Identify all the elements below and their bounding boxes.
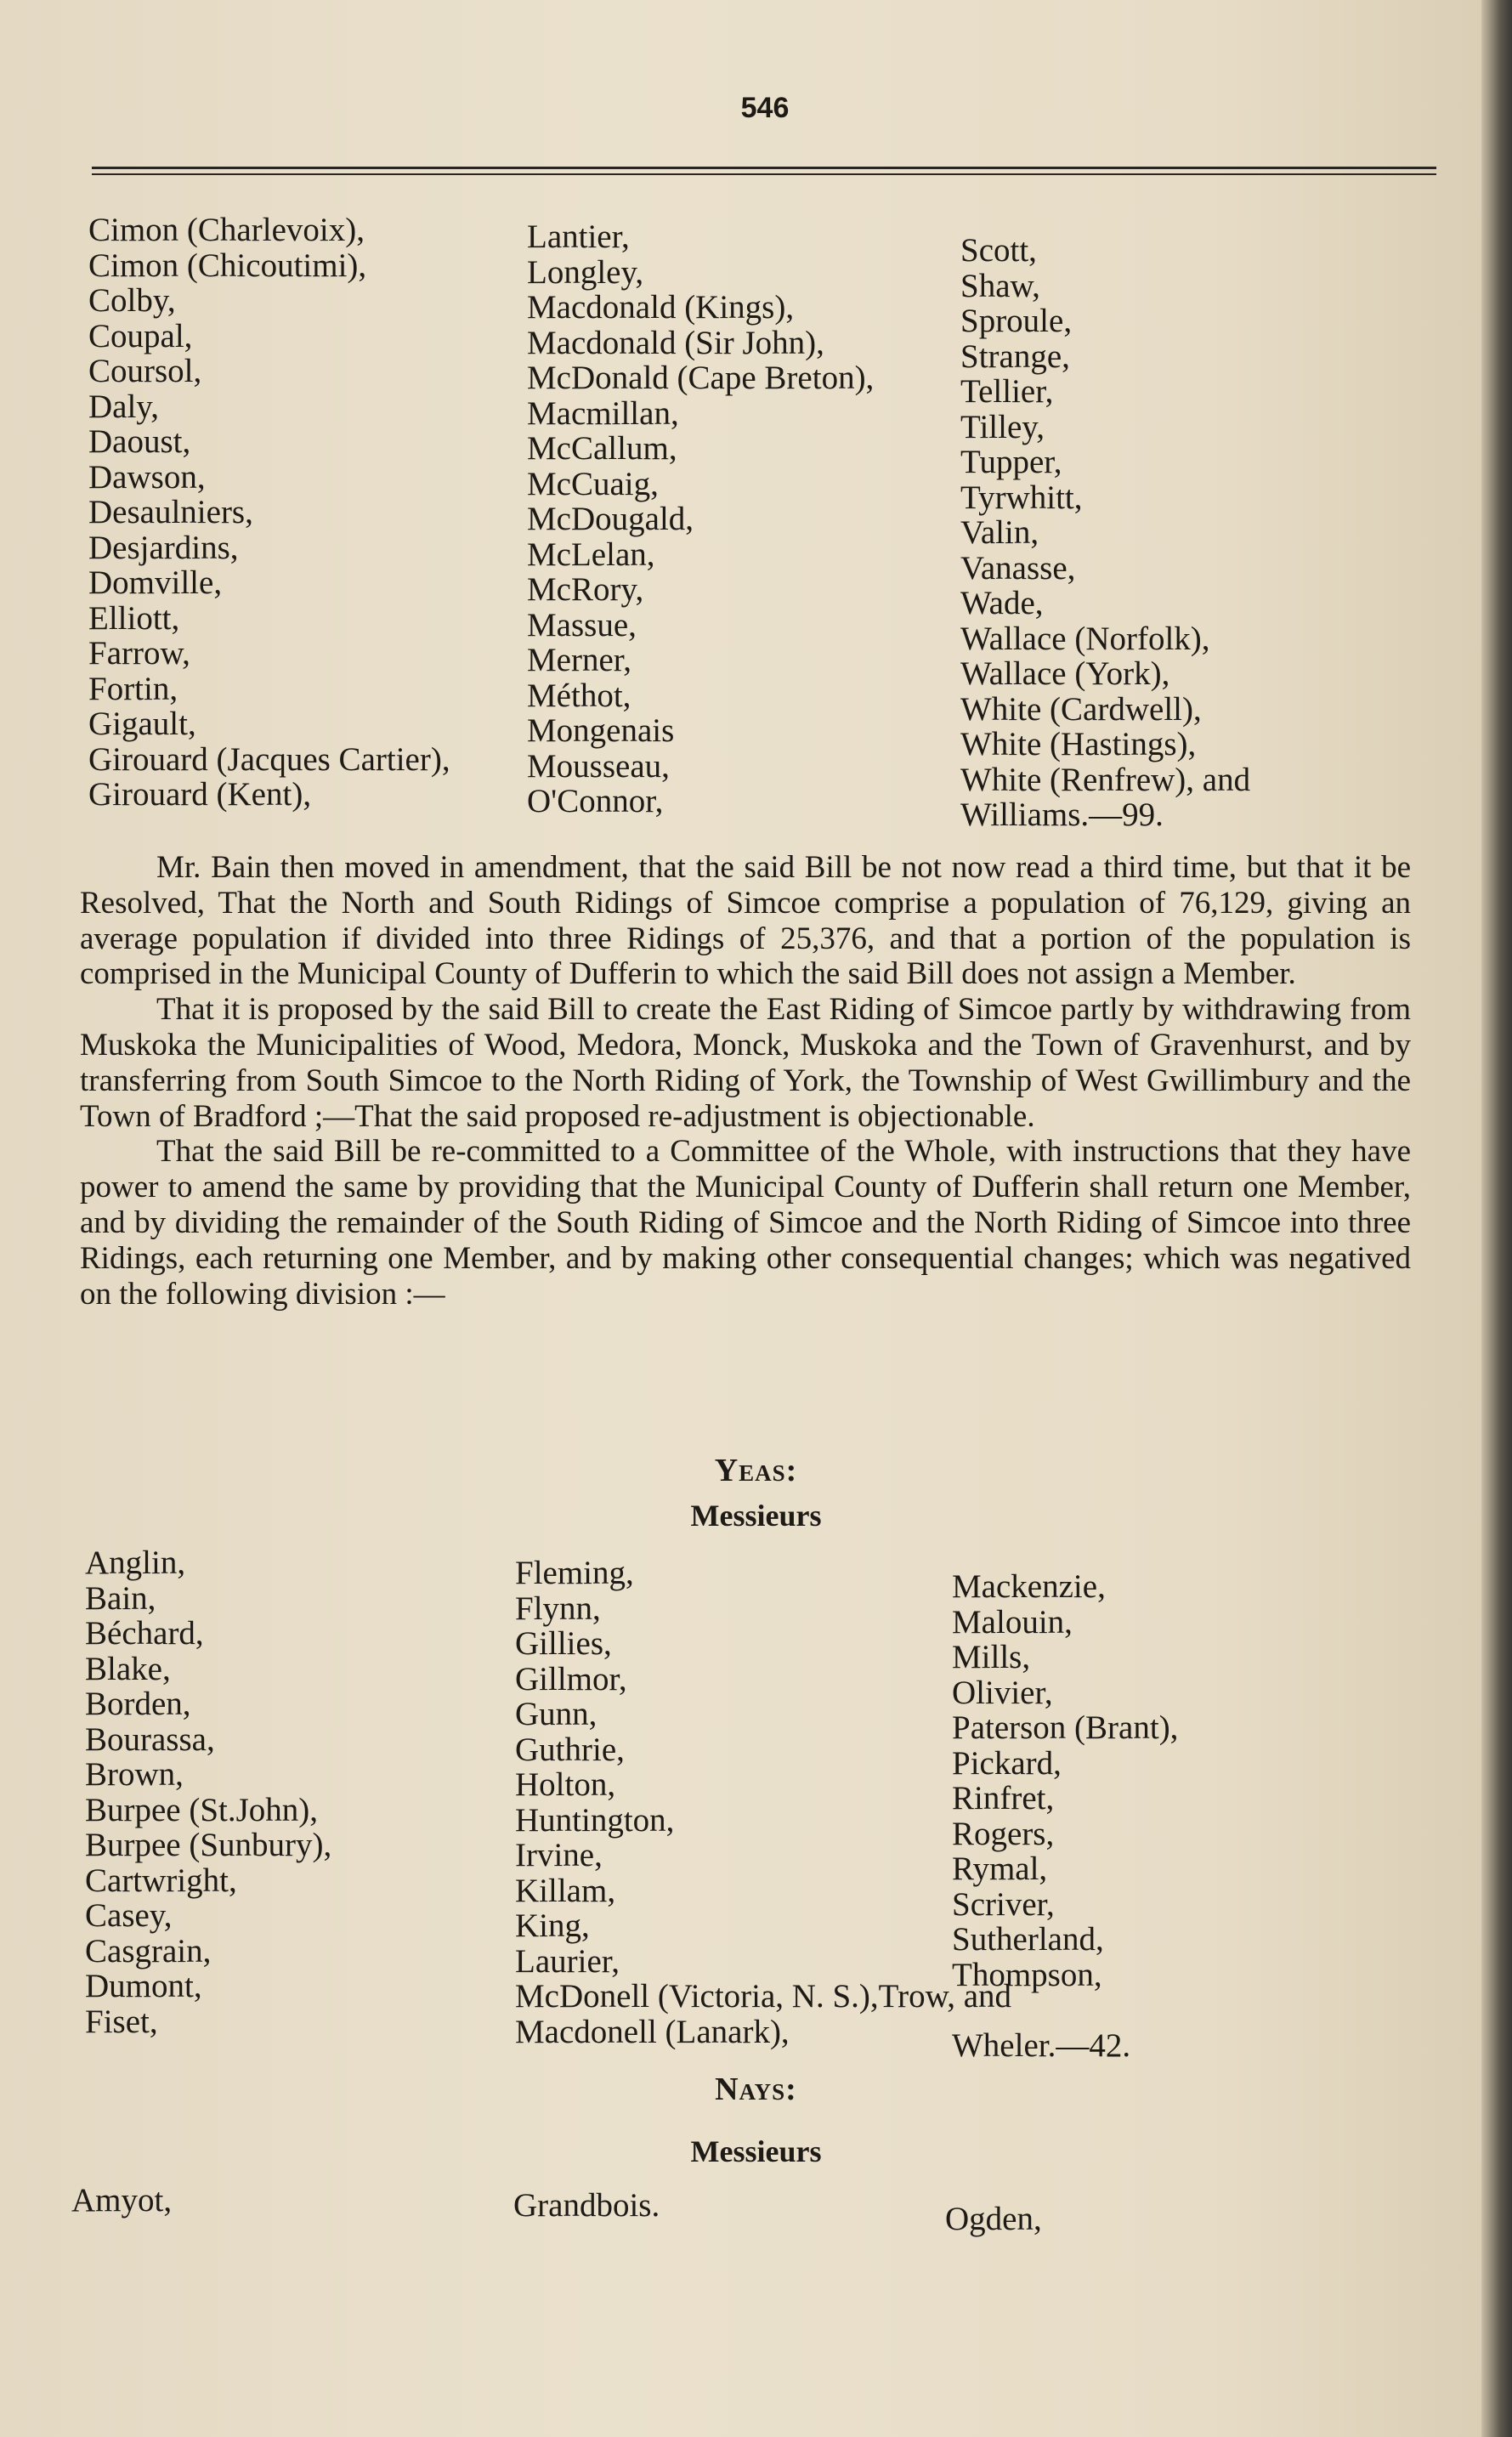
member-name: Tyrwhitt,: [960, 479, 1083, 516]
member-name: Longley,: [527, 253, 644, 291]
top-list-col2: [527, 219, 874, 819]
member-name: Grandbois.: [513, 2187, 660, 2224]
member-name: Desaulniers,: [88, 494, 253, 530]
member-name: Killam,: [515, 1872, 616, 1909]
member-name: Laurier,: [515, 1942, 620, 1980]
member-name: Burpee (St.John),: [85, 1791, 319, 1828]
page-number: 546: [740, 92, 790, 124]
member-name: Lantier,: [527, 218, 630, 255]
member-name: Girouard (Jacques Cartier),: [88, 740, 450, 778]
member-name: Thompson,: [952, 1956, 1102, 1993]
member-name: Casgrain,: [85, 1932, 212, 1969]
member-name: White (Cardwell),: [960, 690, 1202, 728]
member-name: McDonald (Cape Breton),: [527, 360, 875, 396]
member-name: Daly,: [88, 388, 160, 425]
member-name: Macdonell (Lanark),: [515, 2013, 790, 2050]
amendment-text: [80, 850, 1411, 1312]
member-name: Wheler.—42.: [952, 2026, 1131, 2064]
member-name: Domville,: [88, 564, 223, 601]
member-name: Tupper,: [960, 444, 1062, 480]
member-name: Bourassa,: [85, 1720, 215, 1758]
member-name: Coursol,: [88, 353, 202, 389]
member-name: Rymal,: [952, 1850, 1048, 1887]
member-name: Fleming,: [515, 1555, 634, 1591]
member-name: King,: [515, 1907, 590, 1944]
member-name: Blake,: [85, 1650, 171, 1687]
member-name: Fiset,: [85, 2003, 158, 2040]
member-name: Mackenzie,: [952, 1568, 1106, 1605]
member-name: Tellier,: [960, 373, 1054, 410]
member-name: Wallace (York),: [960, 655, 1170, 692]
member-name: Cimon (Charlevoix),: [88, 212, 365, 248]
member-name: Dawson,: [88, 458, 206, 496]
member-name: McLelan,: [527, 536, 655, 573]
member-name: Desjardins,: [88, 529, 239, 566]
member-name: Irvine,: [515, 1837, 603, 1873]
yeas-col1: [85, 1545, 331, 2039]
member-name: Mills,: [952, 1639, 1031, 1675]
member-name: Olivier,: [952, 1674, 1053, 1711]
member-name: McCuaig,: [527, 465, 659, 502]
member-name: McCallum,: [527, 430, 677, 467]
member-name: Mousseau,: [527, 747, 670, 785]
member-name: Daoust,: [88, 423, 191, 460]
member-name: [952, 1992, 1178, 2028]
member-name: Amyot,: [71, 2182, 173, 2219]
member-name: Béchard,: [85, 1615, 204, 1652]
member-name: Flynn,: [515, 1590, 601, 1627]
member-name: Macdonald (Kings),: [527, 289, 795, 326]
member-name: Girouard (Kent),: [88, 776, 312, 813]
member-name: Ogden,: [945, 2201, 1042, 2237]
member-name: Cartwright,: [85, 1862, 237, 1899]
member-name: Rogers,: [952, 1815, 1055, 1852]
member-name: McDonell (Victoria, N. S.),Trow, and: [515, 1978, 1012, 2015]
yeas-col3: [952, 1569, 1178, 2063]
member-name: Merner,: [527, 642, 631, 678]
member-name: Valin,: [960, 514, 1039, 551]
member-name: Borden,: [85, 1686, 191, 1722]
member-name: O'Connor,: [527, 783, 664, 819]
member-name: White (Renfrew), and: [960, 761, 1251, 798]
yeas-heading: Yeas:: [714, 1453, 798, 1488]
header-rule: [92, 167, 1436, 175]
member-name: Tilley,: [960, 408, 1045, 445]
member-name: Vanasse,: [960, 549, 1076, 587]
member-name: Shaw,: [960, 267, 1040, 304]
member-name: Strange,: [960, 337, 1070, 375]
member-name: Méthot,: [527, 677, 631, 714]
member-name: Farrow,: [88, 635, 190, 672]
member-name: Fortin,: [88, 670, 178, 707]
member-name: Rinfret,: [952, 1780, 1055, 1816]
member-name: Coupal,: [88, 317, 193, 354]
member-name: Gillies,: [515, 1625, 612, 1662]
member-name: Pickard,: [952, 1744, 1062, 1782]
member-name: Wallace (Norfolk),: [960, 620, 1210, 657]
member-name: Huntington,: [515, 1801, 675, 1839]
member-name: Brown,: [85, 1756, 184, 1793]
member-name: Gigault,: [88, 706, 196, 742]
member-name: Sutherland,: [952, 1921, 1104, 1958]
member-name: McRory,: [527, 571, 644, 608]
nays-heading: Nays:: [715, 2071, 797, 2107]
paragraph: That the said Bill be re-committed to a Committee of the Whole, with instructions that they have power to amend the same by providing that the Municipal County of Dufferin shall return one Member, and by dividing the remainder of the South Riding of Simcoe and the North Riding of Simcoe into three Ridings, each returning one Member, and by making other consequential changes; which was negatived on the following division :—: [80, 1134, 1411, 1312]
nays-col2: [513, 2188, 660, 2224]
member-name: Colby,: [88, 282, 176, 319]
member-name: Scott,: [960, 232, 1037, 269]
paragraph: Mr. Bain then moved in amendment, that the said Bill be not now read a third time, but that it be Resolved, That the North and South Ridings of Simcoe comprise a population of 76,129, giving an average population if divided into three Ridings of 25,376, and that a portion of the population is comprised in the Municipal County of Dufferin to which the said Bill does not assign a Member.: [80, 850, 1411, 992]
member-name: Malouin,: [952, 1603, 1073, 1641]
member-name: Wade,: [960, 585, 1044, 621]
member-name: Macmillan,: [527, 394, 679, 432]
member-name: Scriver,: [952, 1885, 1055, 1923]
member-name: White (Hastings),: [960, 726, 1197, 762]
member-name: Paterson (Brant),: [952, 1709, 1179, 1746]
member-name: Macdonald (Sir John),: [527, 324, 824, 361]
yeas-col2: [515, 1556, 1011, 2049]
member-name: Elliott,: [88, 599, 180, 637]
nays-col1: [71, 2183, 172, 2219]
member-name: Bain,: [85, 1579, 156, 1617]
member-name: Guthrie,: [515, 1731, 625, 1768]
member-name: Gunn,: [515, 1696, 597, 1732]
nays-subheading: Messieurs: [690, 2134, 822, 2168]
member-name: Holton,: [515, 1766, 616, 1803]
top-list-col3: [960, 233, 1250, 833]
member-name: Mongenais: [527, 712, 675, 749]
member-name: Dumont,: [85, 1968, 202, 2004]
member-name: Cimon (Chicoutimi),: [88, 247, 367, 284]
member-name: Anglin,: [85, 1544, 186, 1581]
nays-col3: [945, 2202, 1042, 2237]
member-name: Massue,: [527, 606, 637, 643]
member-name: Gillmor,: [515, 1660, 627, 1697]
yeas-subheading: Messieurs: [690, 1499, 822, 1533]
member-name: Casey,: [85, 1897, 173, 1934]
member-name: Williams.—99.: [960, 796, 1164, 833]
member-name: Sproule,: [960, 303, 1073, 339]
member-name: Burpee (Sunbury),: [85, 1827, 332, 1863]
top-list-col1: [88, 213, 450, 813]
paragraph: That it is proposed by the said Bill to create the East Riding of Simcoe partly by withdrawing from Muskoka the Municipalities of Wood, Medora, Monck, Muskoka and the Town of Gravenhurst, and by transferring from South Simcoe to the North Riding of York, the Township of West Gwillimbury and the Town of Bradford ;—That the said proposed re-adjustment is objectionable.: [80, 992, 1411, 1134]
member-name: McDougald,: [527, 501, 694, 537]
